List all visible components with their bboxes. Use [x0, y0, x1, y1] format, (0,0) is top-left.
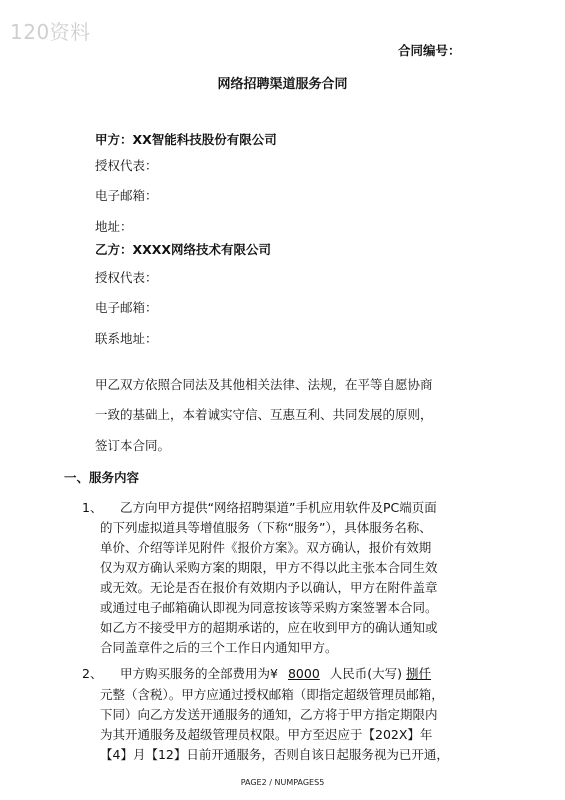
item-2-line: 元整（含税）。甲方应通过授权邮箱（即指定超级管理员邮箱， [100, 687, 444, 702]
party-a-rep-label: 授权代表： [95, 158, 158, 173]
item-1-line: 仅为双方确认采购方案的期限，甲方不得以此主张本合同生效 [100, 560, 438, 575]
item-2-line-1 [120, 664, 435, 682]
item-1-line: 或无效。无论是否在报价有效期内予以确认，甲方在附件盖章 [100, 580, 438, 595]
intro-line-2: 一致的基础上，本着诚实守信、互惠互利、共同发展的原则， [95, 407, 433, 422]
fee-amount-chinese: 捌仟 [406, 666, 432, 681]
intro-line-3: 签订本合同。 [95, 438, 171, 453]
item-1-line: 单价、介绍等详见附件《报价方案》。双方确认，报价有效期 [100, 540, 432, 555]
section-heading-service-content: 一、服务内容 [64, 470, 140, 485]
item-2-number: 2、 [82, 666, 103, 681]
fee-amount: 8000 [287, 666, 320, 681]
party-b-address-label: 联系地址： [95, 331, 158, 346]
party-b-rep-label: 授权代表： [95, 270, 158, 285]
page-footer: PAGE2 / NUMPAGES5 [240, 778, 325, 787]
party-a-heading: 甲方：XX智能科技股份有限公司 [95, 132, 277, 147]
fee-prefix: 甲方购买服务的全部费用为¥ [120, 666, 278, 681]
item-1-line: 乙方向甲方提供“网络招聘渠道”手机应用软件及PC端页面 [120, 500, 437, 515]
party-b-email-label: 电子邮箱： [95, 300, 158, 315]
item-2-line: 为其开通服务及超级管理员权限。甲方至迟应于【202X】年 [100, 727, 433, 742]
item-1-line: 合同盖章件之后的三个工作日内通知甲方。 [100, 640, 338, 655]
item-1-line: 如乙方不接受甲方的超期承诺的，应在收到甲方的确认通知或 [100, 620, 438, 635]
item-2-line: 下同）向乙方发送开通服务的通知，乙方将于甲方指定期限内 [100, 707, 438, 722]
document-title: 网络招聘渠道服务合同 [217, 77, 348, 92]
item-1-number: 1、 [82, 500, 103, 515]
party-a-address-label: 地址： [95, 219, 133, 234]
item-1-line: 的下列虚拟道具等增值服务（下称“服务”），具体服务名称、 [100, 520, 432, 535]
party-b-heading: 乙方：XXXX网络技术有限公司 [95, 242, 272, 257]
fee-mid: 人民币(大写) [329, 666, 403, 681]
watermark: 120资料 [10, 20, 91, 44]
party-a-email-label: 电子邮箱： [95, 188, 158, 203]
item-2-line: 【4】月【12】日前开通服务，否则自该日起服务视为已开通， [100, 747, 449, 762]
item-1-line: 或通过电子邮箱确认即视为同意按该等采购方案签署本合同。 [100, 600, 438, 615]
contract-number-label: 合同编号： [398, 43, 461, 58]
intro-line-1: 甲乙双方依照合同法及其他相关法律、法规，在平等自愿协商 [95, 377, 433, 392]
